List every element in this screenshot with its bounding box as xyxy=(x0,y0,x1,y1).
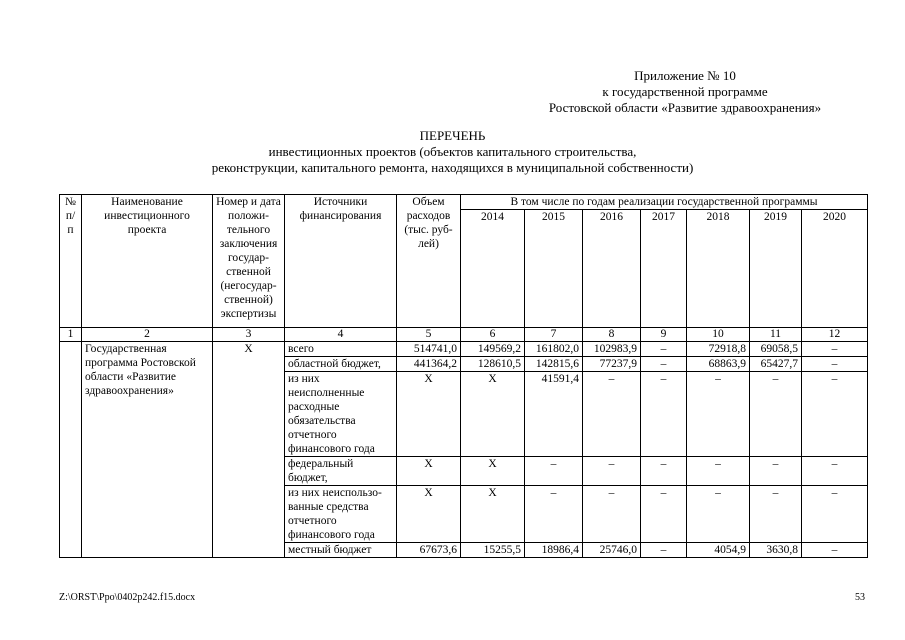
value-cell: 3630,8 xyxy=(750,543,802,558)
value-cell: 149569,2 xyxy=(461,342,525,357)
appendix-line-3: Ростовской области «Развитие здравоохранения» xyxy=(548,100,822,115)
column-number: 2 xyxy=(82,328,213,342)
appendix-note xyxy=(505,68,865,116)
header-funding-sources: Источники финансирования xyxy=(285,195,397,328)
value-cell: 65427,7 xyxy=(750,357,802,372)
value-cell: X xyxy=(397,372,461,457)
header-num: № п/п xyxy=(60,195,82,328)
column-number: 4 xyxy=(285,328,397,342)
value-cell: – xyxy=(525,457,583,486)
value-cell: 15255,5 xyxy=(461,543,525,558)
value-cell: 4054,9 xyxy=(687,543,750,558)
value-cell: – xyxy=(641,342,687,357)
title-heading: ПЕРЕЧЕНЬ xyxy=(419,128,486,143)
title-line-2: реконструкции, капитального ремонта, находящихся в муниципальной собственности) xyxy=(211,160,694,175)
column-number: 11 xyxy=(750,328,802,342)
projects-table xyxy=(59,194,868,558)
appendix-line-1: Приложение № 10 xyxy=(634,68,736,83)
column-number: 6 xyxy=(461,328,525,342)
header-project-name: Наименование инвестиционного проекта xyxy=(82,195,213,328)
title-line-1: инвестиционных проектов (объектов капитального строительства, xyxy=(268,144,637,159)
source-cell: федеральный бюджет, xyxy=(285,457,397,486)
value-cell: – xyxy=(750,486,802,543)
header-year: 2018 xyxy=(687,210,750,328)
value-cell: – xyxy=(641,457,687,486)
footer-file-path: Z:\ORST\Ppo\0402p242.f15.docx xyxy=(59,592,196,603)
expertise-conclusion-cell: X xyxy=(213,342,285,558)
row-number-cell xyxy=(60,342,82,558)
value-cell: – xyxy=(525,486,583,543)
value-cell: 67673,6 xyxy=(397,543,461,558)
document-title xyxy=(0,128,905,176)
header-year: 2016 xyxy=(583,210,641,328)
value-cell: 514741,0 xyxy=(397,342,461,357)
value-cell: 441364,2 xyxy=(397,357,461,372)
header-years-group: В том числе по годам реализации государственной программы xyxy=(461,195,868,210)
value-cell: – xyxy=(750,457,802,486)
value-cell: 69058,5 xyxy=(750,342,802,357)
value-cell: X xyxy=(397,457,461,486)
value-cell: – xyxy=(641,486,687,543)
value-cell: – xyxy=(583,457,641,486)
value-cell: 18986,4 xyxy=(525,543,583,558)
value-cell: X xyxy=(397,486,461,543)
appendix-line-2: к государственной программе xyxy=(602,84,768,99)
source-cell: всего xyxy=(285,342,397,357)
value-cell: – xyxy=(802,543,868,558)
value-cell: 102983,9 xyxy=(583,342,641,357)
column-number: 1 xyxy=(60,328,82,342)
value-cell: – xyxy=(641,357,687,372)
table-row xyxy=(60,342,868,357)
column-number: 8 xyxy=(583,328,641,342)
header-row-1 xyxy=(60,195,868,210)
value-cell: – xyxy=(802,457,868,486)
value-cell: – xyxy=(583,486,641,543)
value-cell: – xyxy=(687,457,750,486)
column-number: 10 xyxy=(687,328,750,342)
value-cell: 142815,6 xyxy=(525,357,583,372)
value-cell: 68863,9 xyxy=(687,357,750,372)
value-cell: 72918,8 xyxy=(687,342,750,357)
header-year: 2015 xyxy=(525,210,583,328)
header-expertise-conclusion: Номер и дата положи-тельного заключения государ-ственной (негосудар-ственной) экспертизы xyxy=(213,195,285,328)
value-cell: – xyxy=(583,372,641,457)
source-cell: из них неисполненные расходные обязательства отчетного финансового года xyxy=(285,372,397,457)
value-cell: – xyxy=(802,372,868,457)
value-cell: 41591,4 xyxy=(525,372,583,457)
footer-page-number: 53 xyxy=(855,592,865,603)
column-number: 7 xyxy=(525,328,583,342)
value-cell: – xyxy=(750,372,802,457)
value-cell: – xyxy=(641,372,687,457)
value-cell: 77237,9 xyxy=(583,357,641,372)
value-cell: – xyxy=(687,486,750,543)
value-cell: – xyxy=(687,372,750,457)
value-cell: X xyxy=(461,457,525,486)
value-cell: X xyxy=(461,372,525,457)
value-cell: 128610,5 xyxy=(461,357,525,372)
column-number: 9 xyxy=(641,328,687,342)
header-year: 2017 xyxy=(641,210,687,328)
header-year: 2019 xyxy=(750,210,802,328)
source-cell: местный бюджет xyxy=(285,543,397,558)
value-cell: – xyxy=(802,357,868,372)
project-name-cell: Государственная программа Ростовской области «Развитие здравоохранения» xyxy=(82,342,213,558)
column-numbers-row xyxy=(60,328,868,342)
header-year: 2014 xyxy=(461,210,525,328)
source-cell: из них неиспользо-ванные средства отчетного финансового года xyxy=(285,486,397,543)
value-cell: – xyxy=(802,486,868,543)
column-number: 12 xyxy=(802,328,868,342)
header-expense-volume: Объем расходов (тыс. руб-лей) xyxy=(397,195,461,328)
value-cell: X xyxy=(461,486,525,543)
value-cell: – xyxy=(802,342,868,357)
source-cell: областной бюджет, xyxy=(285,357,397,372)
header-year: 2020 xyxy=(802,210,868,328)
column-number: 3 xyxy=(213,328,285,342)
value-cell: – xyxy=(641,543,687,558)
value-cell: 161802,0 xyxy=(525,342,583,357)
column-number: 5 xyxy=(397,328,461,342)
value-cell: 25746,0 xyxy=(583,543,641,558)
